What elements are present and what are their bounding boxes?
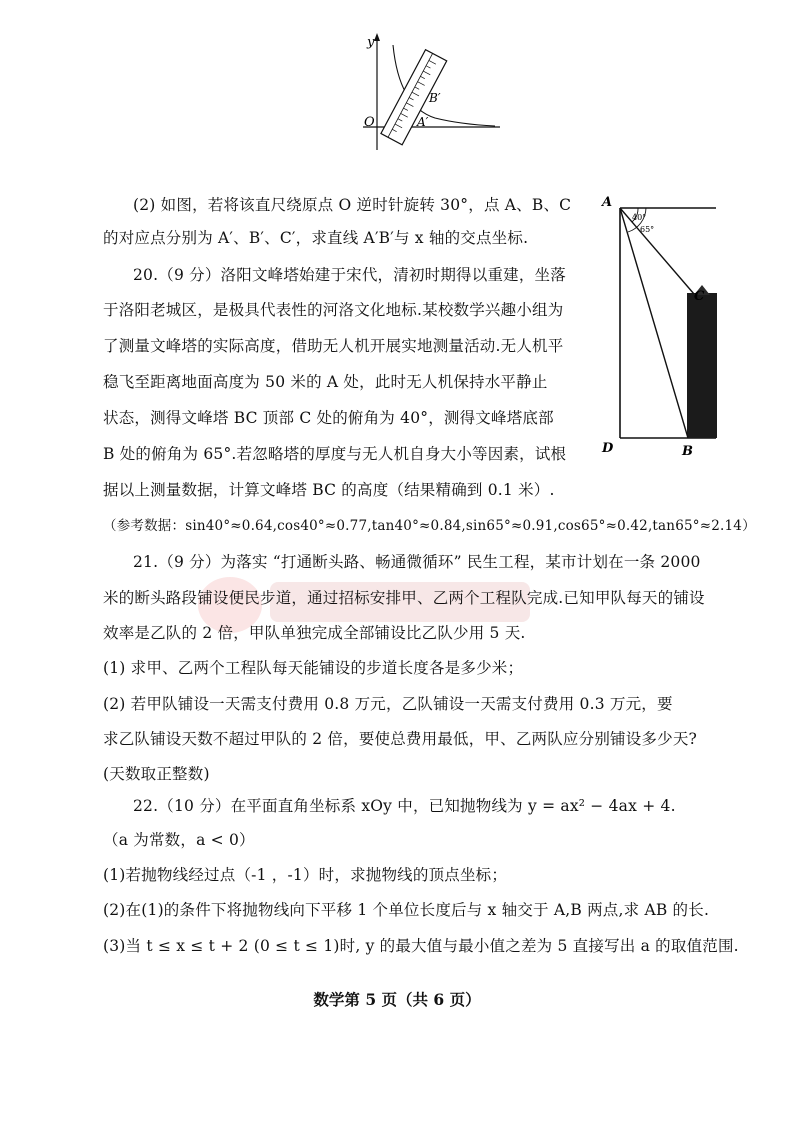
point-a-label: A bbox=[602, 195, 613, 210]
b-prime-label: B′ bbox=[429, 91, 441, 105]
q20-reference-data: （参考数据：sin40°≈0.64,cos40°≈0.77,tan40°≈0.84,sin65°≈0.91,cos65°≈0.42,tan65°≈2.14） bbox=[103, 518, 756, 534]
q22-part3: (3)当 t ≤ x ≤ t + 2 (0 ≤ t ≤ 1)时, y 的最大值与最小值之差为 5 直接写出 a 的取值范围. bbox=[103, 937, 739, 955]
q20-line-5: 状态，测得文峰塔 BC 顶部 C 处的俯角为 40°，测得文峰塔底部 bbox=[103, 409, 554, 427]
ruler-hyperbola-figure bbox=[355, 30, 505, 155]
tower-measurement-figure bbox=[598, 190, 738, 465]
y-axis-label: y bbox=[367, 35, 375, 50]
q21-part2-line-1: (2) 若甲队铺设一天需支付费用 0.8 万元，乙队铺设一天需支付费用 0.3 万元，要 bbox=[103, 695, 673, 713]
q22-line-1: 22.（10 分）在平面直角坐标系 xOy 中，已知抛物线为 y = ax² − 4ax + 4. bbox=[133, 797, 676, 815]
q20-line-4: 稳飞至距离地面高度为 50 米的 A 处，此时无人机保持水平静止 bbox=[103, 373, 548, 391]
point-b-label: B bbox=[682, 444, 693, 459]
angle-40-label: 40° bbox=[632, 213, 647, 222]
origin-label: O bbox=[364, 115, 375, 130]
q22-part2: (2)在(1)的条件下将抛物线向下平移 1 个单位长度后与 x 轴交于 A,B 两点,求 AB 的长. bbox=[103, 901, 710, 919]
q22-part1: (1)若抛物线经过点（-1 ，-1）时，求抛物线的顶点坐标； bbox=[103, 866, 508, 884]
q22-line-2: （a 为常数，a < 0） bbox=[103, 831, 255, 849]
angle-65-label: 65° bbox=[640, 225, 655, 234]
q21-part1: (1) 求甲、乙两个工程队每天能铺设的步道长度各是多少米； bbox=[103, 659, 524, 677]
q20-line-6: B 处的俯角为 65°.若忽略塔的厚度与无人机自身大小等因素，试根 bbox=[103, 445, 567, 463]
q20-line-1: 20.（9 分）洛阳文峰塔始建于宋代，清初时期得以重建，坐落 bbox=[133, 266, 566, 284]
q19-part2-line-1: (2) 如图，若将该直尺绕原点 O 逆时针旋转 30°，点 A、B、C bbox=[133, 196, 572, 214]
point-c-label: C bbox=[694, 289, 705, 304]
a-prime-label: A′ bbox=[417, 115, 429, 129]
q21-part2-line-2: 求乙队铺设天数不超过甲队的 2 倍，要使总费用最低，甲、乙两队应分别铺设多少天? bbox=[103, 730, 698, 748]
q21-line-1: 21.（9 分）为落实 “打通断头路、畅通微循环” 民生工程，某市计划在一条 2000 bbox=[133, 553, 701, 571]
q21-line-3: 效率是乙队的 2 倍，甲队单独完成全部铺设比乙队少用 5 天. bbox=[103, 624, 526, 642]
q20-line-7: 据以上测量数据，计算文峰塔 BC 的高度（结果精确到 0.1 米）. bbox=[103, 481, 555, 499]
page-footer: 数学第 5 页（共 6 页） bbox=[313, 990, 481, 1009]
q20-line-2: 于洛阳老城区，是极具代表性的河洛文化地标.某校数学兴趣小组为 bbox=[103, 301, 564, 319]
q20-line-3: 了测量文峰塔的实际高度，借助无人机开展实地测量活动.无人机平 bbox=[103, 337, 564, 355]
q21-part2-line-3: (天数取正整数) bbox=[103, 765, 210, 783]
q19-part2-line-2: 的对应点分别为 A′、B′、C′，求直线 A′B′与 x 轴的交点坐标. bbox=[103, 229, 529, 247]
q21-line-2: 米的断头路段铺设便民步道，通过招标安排甲、乙两个工程队完成.已知甲队每天的铺设 bbox=[103, 589, 705, 607]
point-d-label: D bbox=[602, 441, 614, 456]
